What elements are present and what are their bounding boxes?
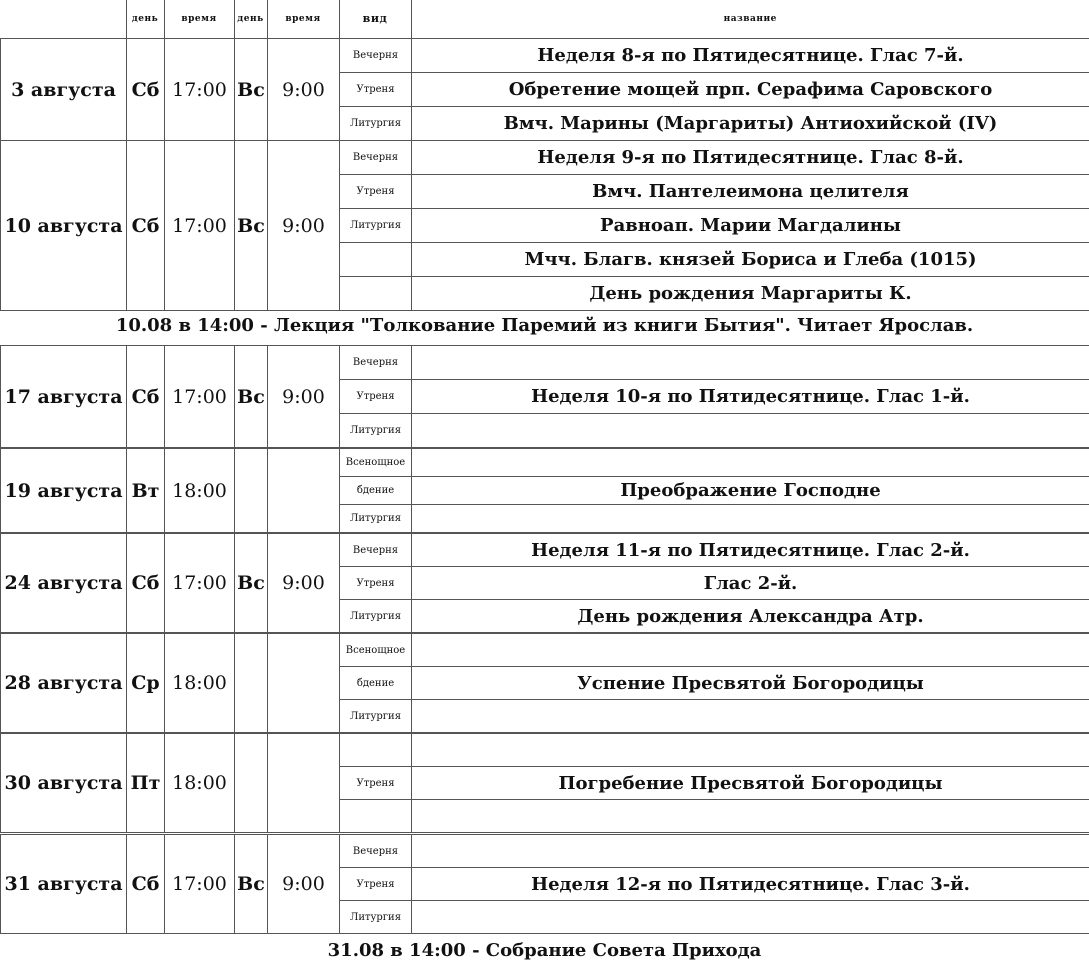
schedule-block (0, 633, 1089, 733)
service-type: Литургия (340, 901, 412, 934)
service-name: День рождения Маргариты К. (412, 277, 1089, 311)
service-name (412, 835, 1089, 868)
service-type: Литургия (340, 700, 412, 733)
time2-cell: 9:00 (268, 534, 340, 633)
service-name: Неделя 9-я по Пятидесятнице. Глас 8-й. (412, 141, 1089, 175)
service-type: Литургия (340, 600, 412, 633)
service-name: Неделя 8-я по Пятидесятнице. Глас 7-й. (412, 39, 1089, 73)
day1-cell: Сб (127, 346, 165, 448)
header-time2: время (267, 0, 339, 38)
day2-cell (235, 734, 268, 833)
service-type: Утреня (340, 73, 412, 107)
header-time1: время (164, 0, 234, 38)
service-name: Мчч. Благв. князей Бориса и Глеба (1015) (412, 243, 1089, 277)
date-cell: 24 августа (1, 534, 127, 633)
time2-cell (268, 449, 340, 533)
service-type: Утреня (340, 868, 412, 901)
schedule-block (0, 834, 1089, 934)
service-name: Глас 2-й. (412, 567, 1089, 600)
day1-cell: Пт (127, 734, 165, 833)
schedule-row (1, 449, 1089, 477)
service-type: Всенощное (340, 449, 412, 477)
day2-cell (235, 449, 268, 533)
service-name: День рождения Александра Атр. (412, 600, 1089, 633)
service-type: Вечерня (340, 39, 412, 73)
service-type (340, 277, 412, 311)
day1-cell: Вт (127, 449, 165, 533)
service-type: Вечерня (340, 534, 412, 567)
schedule-block (0, 533, 1089, 633)
schedule-block (0, 140, 1089, 311)
time1-cell: 18:00 (165, 734, 235, 833)
service-name (412, 346, 1089, 380)
schedule-row (1, 634, 1089, 667)
header-row (0, 0, 1089, 39)
service-type: Утреня (340, 175, 412, 209)
service-type: Литургия (340, 209, 412, 243)
service-type (340, 734, 412, 767)
date-cell: 3 августа (1, 39, 127, 141)
service-name: Погребение Пресвятой Богородицы (412, 767, 1089, 800)
service-name: Обретение мощей прп. Серафима Саровского (412, 73, 1089, 107)
day1-cell: Ср (127, 634, 165, 733)
service-name: Вмч. Пантелеимона целителя (412, 175, 1089, 209)
time2-cell: 9:00 (268, 835, 340, 934)
time2-cell (268, 634, 340, 733)
council-note: 31.08 в 14:00 - Собрание Совета Прихода (327, 940, 762, 961)
day2-cell: Вс (235, 346, 268, 448)
day1-cell: Сб (127, 141, 165, 311)
time1-cell: 17:00 (165, 534, 235, 633)
date-cell: 19 августа (1, 449, 127, 533)
service-type: бдение (340, 477, 412, 505)
day1-cell: Сб (127, 39, 165, 141)
service-name: Неделя 10-я по Пятидесятнице. Глас 1-й. (412, 380, 1089, 414)
time2-cell: 9:00 (268, 141, 340, 311)
service-type: Вечерня (340, 835, 412, 868)
schedule-row (1, 141, 1089, 175)
schedule-block (0, 345, 1089, 448)
header-day2: день (234, 0, 267, 38)
service-type: Утреня (340, 767, 412, 800)
time1-cell: 17:00 (165, 39, 235, 141)
service-type: Литургия (340, 505, 412, 533)
service-type: Утреня (340, 380, 412, 414)
day2-cell: Вс (235, 39, 268, 141)
service-name: Вмч. Марины (Маргариты) Антиохийской (IV) (412, 107, 1089, 141)
service-name (412, 634, 1089, 667)
day2-cell: Вс (235, 835, 268, 934)
time1-cell: 17:00 (165, 141, 235, 311)
date-cell: 28 августа (1, 634, 127, 733)
time2-cell: 9:00 (268, 39, 340, 141)
service-name: Неделя 12-я по Пятидесятнице. Глас 3-й. (412, 868, 1089, 901)
service-name (412, 700, 1089, 733)
time1-cell: 17:00 (165, 835, 235, 934)
service-name (412, 734, 1089, 767)
service-name (412, 449, 1089, 477)
service-type: Вечерня (340, 141, 412, 175)
service-type (340, 800, 412, 833)
service-type: Литургия (340, 414, 412, 448)
day2-cell (235, 634, 268, 733)
schedule-block (0, 38, 1089, 141)
schedule-row (1, 835, 1089, 868)
schedule-row (1, 734, 1089, 767)
service-name: Неделя 11-я по Пятидесятнице. Глас 2-й. (412, 534, 1089, 567)
day2-cell: Вс (235, 141, 268, 311)
header-type: вид (339, 0, 411, 38)
service-type: бдение (340, 667, 412, 700)
date-cell: 31 августа (1, 835, 127, 934)
service-name: Преображение Господне (412, 477, 1089, 505)
service-type: Всенощное (340, 634, 412, 667)
time1-cell: 17:00 (165, 346, 235, 448)
service-type: Литургия (340, 107, 412, 141)
service-name: Успение Пресвятой Богородицы (412, 667, 1089, 700)
lecture-note: 10.08 в 14:00 - Лекция "Толкование Паремий из книги Бытия". Читает Ярослав. (115, 315, 974, 336)
day1-cell: Сб (127, 835, 165, 934)
service-name (412, 800, 1089, 833)
service-name (412, 414, 1089, 448)
service-name (412, 505, 1089, 533)
schedule-block (0, 733, 1089, 833)
date-cell: 30 августа (1, 734, 127, 833)
service-type: Вечерня (340, 346, 412, 380)
service-type (340, 243, 412, 277)
header-date (0, 0, 126, 38)
schedule-block (0, 448, 1089, 533)
service-type: Утреня (340, 567, 412, 600)
date-cell: 17 августа (1, 346, 127, 448)
header-day1: день (126, 0, 164, 38)
schedule-row (1, 39, 1089, 73)
schedule-row (1, 346, 1089, 380)
time2-cell: 9:00 (268, 346, 340, 448)
day2-cell: Вс (235, 534, 268, 633)
day1-cell: Сб (127, 534, 165, 633)
time1-cell: 18:00 (165, 634, 235, 733)
time2-cell (268, 734, 340, 833)
header-name: название (411, 0, 1089, 38)
time1-cell: 18:00 (165, 449, 235, 533)
schedule-row (1, 534, 1089, 567)
service-name: Равноап. Марии Магдалины (412, 209, 1089, 243)
date-cell: 10 августа (1, 141, 127, 311)
service-name (412, 901, 1089, 934)
